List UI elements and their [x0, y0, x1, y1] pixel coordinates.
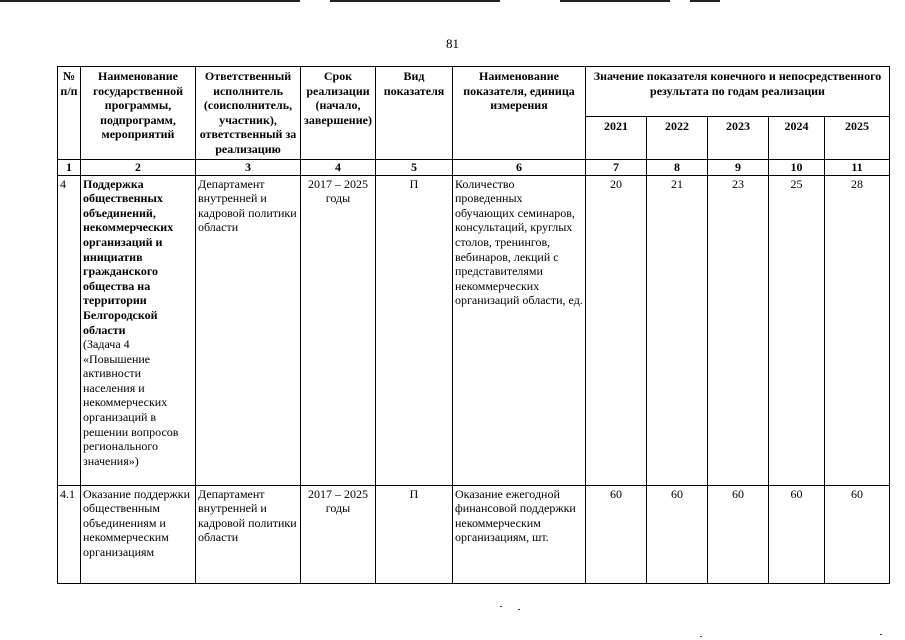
row-value: 21 [647, 175, 708, 485]
row-indicator-name: Количество проведенных обучающих семинаров, консультаций, круглых столов, тренингов, вебинаров, лекций с представителями некоммерческих организаций области, ед. [453, 175, 586, 485]
row-value: 60 [825, 485, 890, 583]
column-number: 2 [81, 159, 196, 175]
column-number: 7 [586, 159, 647, 175]
row-value: 60 [769, 485, 825, 583]
header-year: 2024 [769, 116, 825, 159]
row-term: 2017 – 2025 годы [301, 485, 376, 583]
row-value: 25 [769, 175, 825, 485]
row-executor: Департамент внутренней и кадровой политики области [196, 485, 301, 583]
header-indicator-name: Наименование показателя, единица измерения [453, 67, 586, 160]
column-number: 10 [769, 159, 825, 175]
scan-top-edge [0, 0, 905, 3]
row-name: Оказание поддержки общественным объединениям и некоммерческим организациям [81, 485, 196, 583]
header-num: № п/п [58, 67, 81, 160]
header-year: 2025 [825, 116, 890, 159]
table-row [58, 175, 890, 485]
header-executor: Ответственный исполнитель (соисполнитель, участник), ответственный за реализацию [196, 67, 301, 160]
column-number: 9 [708, 159, 769, 175]
row-value: 23 [708, 175, 769, 485]
row-executor: Департамент внутренней и кадровой политики области [196, 175, 301, 485]
row-name [81, 175, 196, 485]
column-number: 8 [647, 159, 708, 175]
header-year: 2023 [708, 116, 769, 159]
row-value: 60 [586, 485, 647, 583]
header-term: Срок реализации (начало, завершение) [301, 67, 376, 160]
row-term: 2017 – 2025 годы [301, 175, 376, 485]
row-indicator-name: Оказание ежегодной финансовой поддержки некоммерческим организациям, шт. [453, 485, 586, 583]
row-num: 4.1 [58, 485, 81, 583]
header-year: 2021 [586, 116, 647, 159]
row-value: 60 [708, 485, 769, 583]
column-number: 6 [453, 159, 586, 175]
column-number: 4 [301, 159, 376, 175]
header-values-group: Значение показателя конечного и непосредственного результата по годам реализации [586, 67, 890, 117]
page-number: 81 [446, 36, 459, 51]
header-year: 2022 [647, 116, 708, 159]
column-number: 11 [825, 159, 890, 175]
row-name-extra: (Задача 4 «Повышение активности населения и некоммерческих организаций в решении вопросов регионального значения») [83, 337, 179, 468]
row-value: 60 [647, 485, 708, 583]
column-numbers-row [58, 159, 890, 175]
row-value: 20 [586, 175, 647, 485]
column-number: 1 [58, 159, 81, 175]
column-number: 5 [376, 159, 453, 175]
row-num: 4 [58, 175, 81, 485]
row-indicator-type: П [376, 485, 453, 583]
header-name: Наименование государственной программы, подпрограмм, мероприятий [81, 67, 196, 160]
header-indicator-type: Вид показателя [376, 67, 453, 160]
row-indicator-type: П [376, 175, 453, 485]
indicators-table [57, 66, 890, 584]
row-value: 28 [825, 175, 890, 485]
table-row [58, 485, 890, 583]
row-name-bold: Поддержка общественных объединений, некоммерческих организаций и инициатив гражданского общества на территории Белгородской области [83, 176, 174, 337]
column-number: 3 [196, 159, 301, 175]
